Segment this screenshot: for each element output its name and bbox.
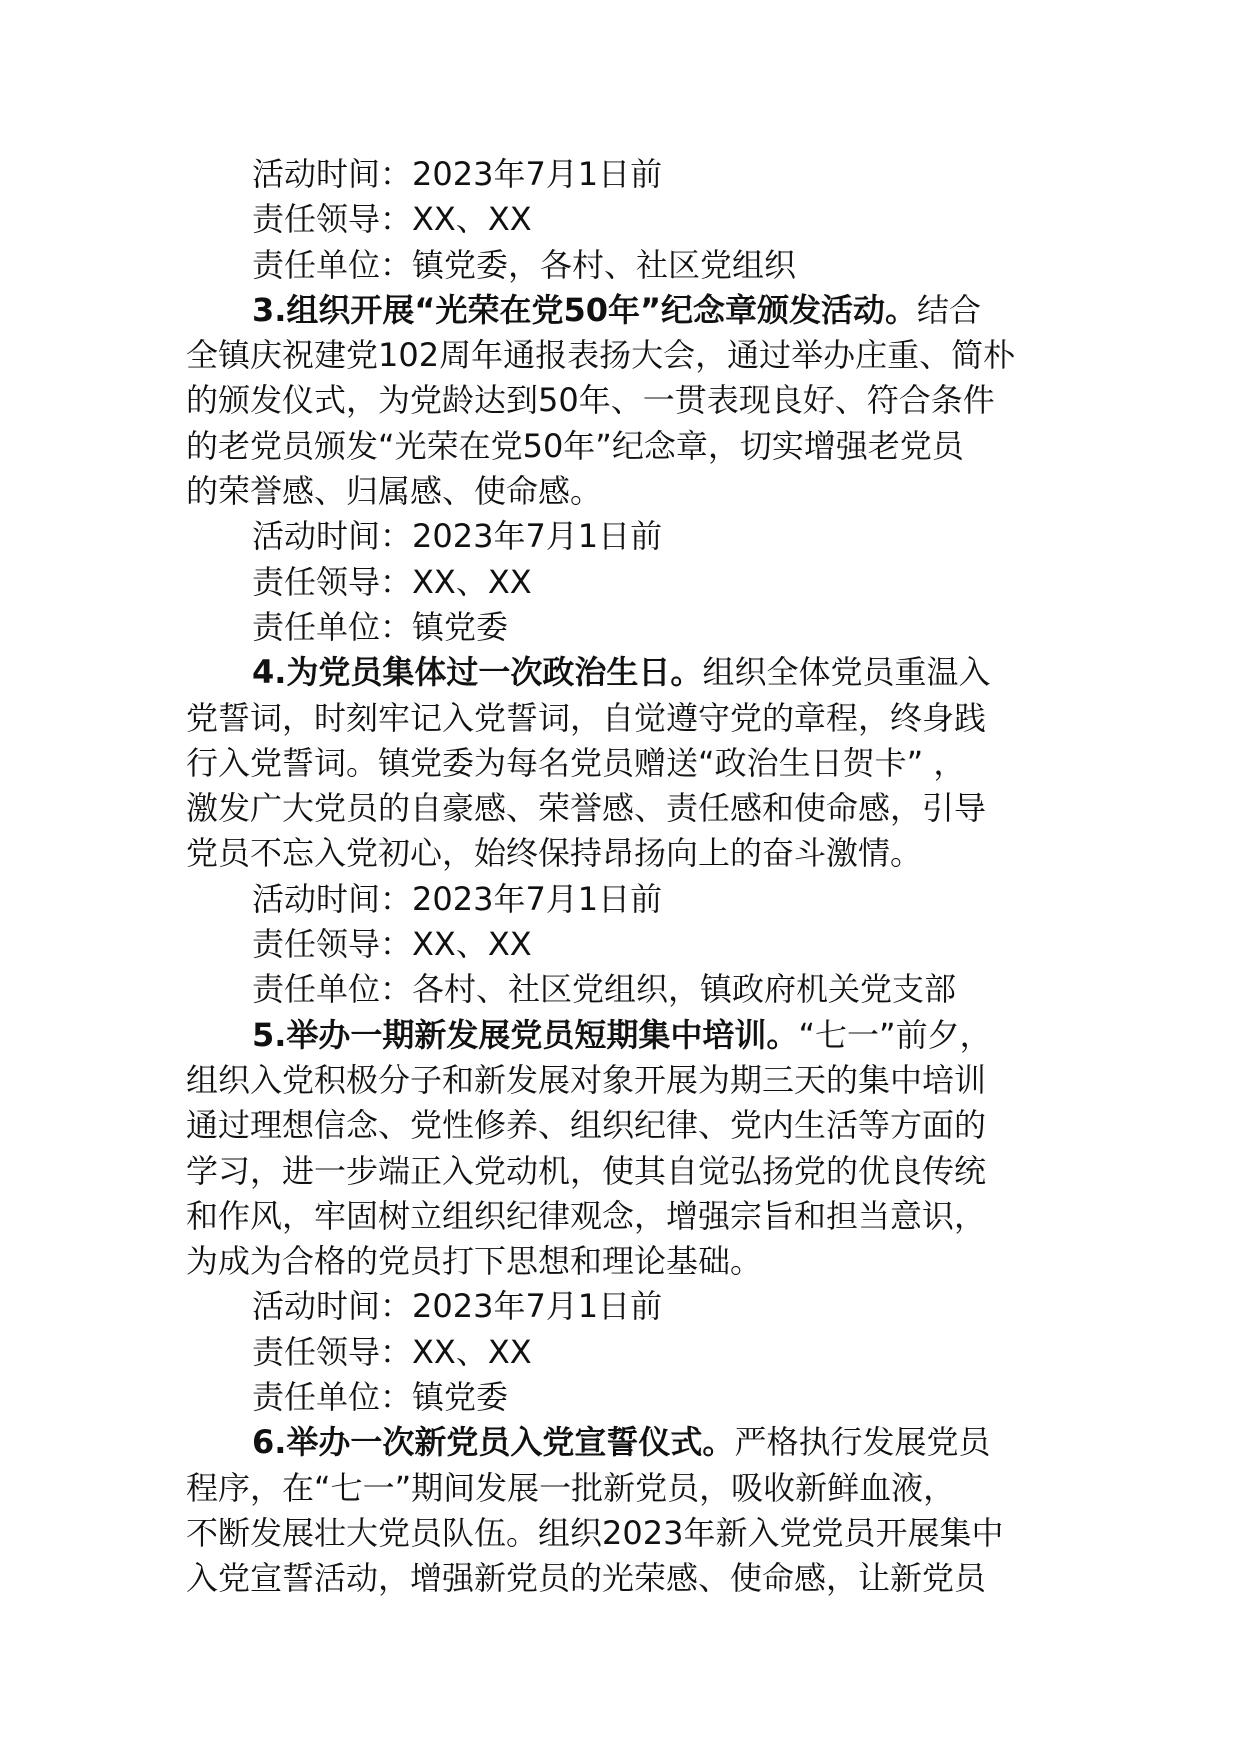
item-text-line: 行入党誓词。镇党委为每名党员赠送“政治生日贺卡” ， bbox=[186, 743, 966, 782]
item-text-line: 为成为合格的党员打下思想和理论基础。 bbox=[186, 1242, 763, 1281]
item-text-line: 的颁发仪式，为党龄达到50年、一贯表现良好、符合条件 bbox=[186, 381, 995, 420]
activity-meta bbox=[186, 877, 1066, 1013]
item-first-line bbox=[186, 650, 1066, 695]
activity-item bbox=[186, 1420, 1066, 1601]
item-text-line: 激发广大党员的自豪感、荣誉感、责任感和使命感，引导 bbox=[186, 789, 987, 828]
item-text-line: 通过理想信念、党性修养、组织纪律、党内生活等方面的 bbox=[186, 1106, 987, 1145]
item-text: 组织全体党员重温入 bbox=[702, 653, 991, 692]
item-text-line: 学习，进一步端正入党动机，使其自觉弘扬党的优良传统 bbox=[186, 1151, 987, 1190]
activity-item bbox=[186, 650, 1066, 876]
activity-time: 活动时间：2023年7月1日前 bbox=[252, 879, 663, 918]
activity-meta bbox=[186, 152, 1066, 288]
item-text: 结合 bbox=[917, 290, 982, 329]
responsible-unit: 责任单位：各村、社区党组织，镇政府机关党支部 bbox=[252, 970, 957, 1009]
activity-meta bbox=[186, 1284, 1066, 1420]
item-heading: 5.举办一期新发展党员短期集中培训。 bbox=[252, 1015, 799, 1054]
activity-time: 活动时间：2023年7月1日前 bbox=[252, 1287, 663, 1326]
item-heading: 3.组织开展“光荣在党50年”纪念章颁发活动。 bbox=[252, 290, 918, 329]
activity-item bbox=[186, 288, 1066, 514]
activity-meta bbox=[186, 514, 1066, 650]
item-first-line bbox=[186, 288, 1066, 333]
responsible-unit: 责任单位：镇党委 bbox=[252, 1378, 509, 1417]
item-text-line: 和作风，牢固树立组织纪律观念，增强宗旨和担当意识， bbox=[186, 1196, 987, 1235]
activity-time: 活动时间：2023年7月1日前 bbox=[252, 517, 663, 556]
responsible-unit: 责任单位：镇党委，各村、社区党组织 bbox=[252, 245, 797, 284]
item-first-line bbox=[186, 1420, 1066, 1465]
responsible-leader: 责任领导：XX、XX bbox=[252, 925, 532, 964]
activity-time: 活动时间：2023年7月1日前 bbox=[252, 155, 663, 193]
item-heading: 4.为党员集体过一次政治生日。 bbox=[252, 653, 703, 692]
item-text-line: 组织入党积极分子和新发展对象开展为期三天的集中培训 bbox=[186, 1060, 987, 1099]
item-text-line: 入党宣誓活动，增强新党员的光荣感、使命感，让新党员 bbox=[186, 1559, 987, 1598]
item-first-line bbox=[186, 1013, 1066, 1058]
responsible-leader: 责任领导：XX、XX bbox=[252, 1332, 532, 1371]
responsible-leader: 责任领导：XX、XX bbox=[252, 562, 532, 601]
activity-item bbox=[186, 1013, 1066, 1285]
item-text-line: 的老党员颁发“光荣在党50年”纪念章，切实增强老党员 bbox=[186, 426, 964, 465]
item-text-line: 的荣誉感、归属感、使命感。 bbox=[186, 472, 603, 511]
item-heading: 6.举办一次新党员入党宣誓仪式。 bbox=[252, 1423, 735, 1462]
document-body bbox=[186, 152, 1066, 1602]
item-text: 严格执行发展党员 bbox=[734, 1423, 991, 1462]
item-text-line: 不断发展壮大党员队伍。组织2023年新入党党员开展集中 bbox=[186, 1513, 1004, 1552]
responsible-unit: 责任单位：镇党委 bbox=[252, 607, 509, 646]
responsible-leader: 责任领导：XX、XX bbox=[252, 200, 532, 239]
item-text-line: 党员不忘入党初心，始终保持昂扬向上的奋斗激情。 bbox=[186, 834, 923, 873]
item-text-line: 党誓词，时刻牢记入党誓词，自觉遵守党的章程，终身践 bbox=[186, 698, 987, 737]
item-text-line: 程序，在“七一”期间发展一批新党员，吸收新鲜血液， bbox=[186, 1468, 956, 1507]
item-text: “七一”前夕， bbox=[798, 1015, 992, 1054]
item-text-line: 全镇庆祝建党102周年通报表扬大会，通过举办庄重、简朴 bbox=[186, 336, 1016, 375]
